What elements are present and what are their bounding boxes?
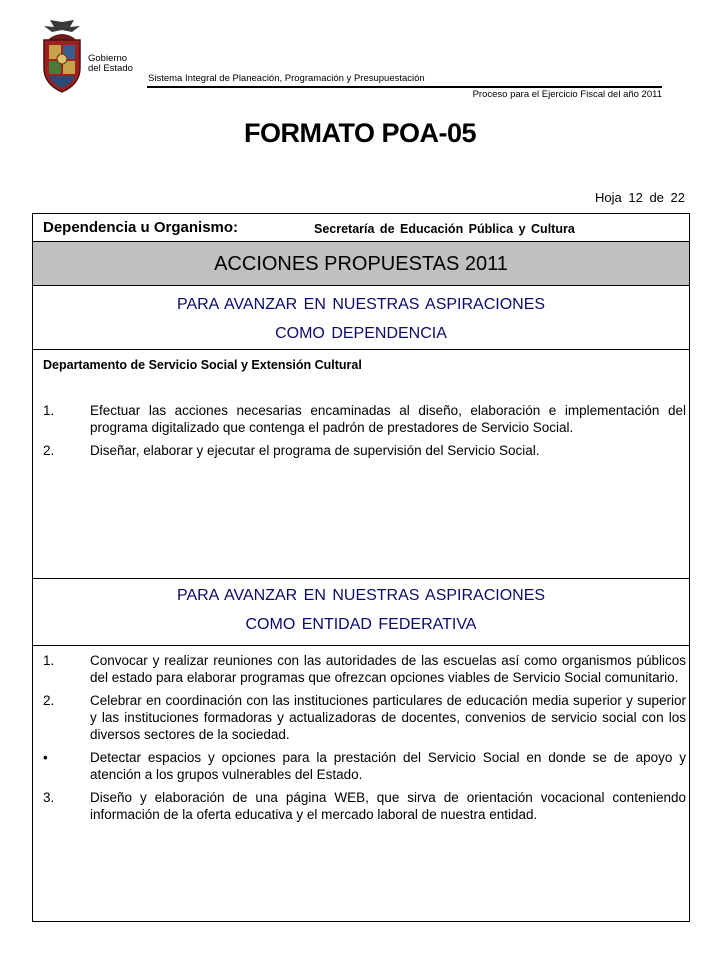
item-text: Celebrar en coordinación con las instituciones particulares de educación media superior y superior y las instituciones formadoras y actualizadoras de docentes, convenios de servicio social con los diversos sectores de la sociedad. bbox=[90, 693, 686, 742]
list-item bbox=[43, 749, 686, 783]
header-rule bbox=[147, 86, 662, 88]
item-number: 1. bbox=[43, 653, 55, 668]
del-estado-line: del Estado bbox=[88, 63, 133, 74]
dependencia-value: Secretaría de Educación Pública y Cultura bbox=[314, 222, 575, 236]
item-bullet: • bbox=[43, 750, 48, 765]
item-text: Convocar y realizar reuniones con las autoridades de las escuelas así como organismos públicos del estado para elaborar programas que ofrezcan opciones viables de Servicio Social comunitario. bbox=[90, 653, 686, 685]
item-number: 2. bbox=[43, 443, 55, 458]
item-text: Efectuar las acciones necesarias encaminadas al diseño, elaboración e implementación del programa digitalizado que contenga el padrón de prestadores de Servicio Social. bbox=[90, 403, 686, 435]
de-label: de bbox=[649, 190, 664, 205]
page-title: FORMATO POA-05 bbox=[243, 118, 477, 148]
system-name: Sistema Integral de Planeación, Programación y Presupuestación bbox=[148, 73, 425, 84]
item-number: 1. bbox=[43, 403, 55, 418]
list-item bbox=[43, 402, 686, 436]
hoja-total: 22 bbox=[670, 190, 685, 205]
government-label bbox=[88, 54, 133, 74]
section1-heading-line2: COMO DEPENDENCIA bbox=[275, 325, 447, 342]
list-item bbox=[43, 652, 686, 686]
item-text: Detectar espacios y opciones para la prestación del Servicio Social en donde se de apoyo y atención a los grupos vulnerables del Estado. bbox=[90, 750, 686, 782]
gobierno-line: Gobierno bbox=[88, 53, 128, 64]
section2-items bbox=[43, 652, 686, 829]
section-heading-entidad bbox=[33, 578, 689, 646]
item-text: Diseño y elaboración de una página WEB, que sirva de orientación vocacional conteniendo información de la oferta educativa y el mercado laboral de nuestra entidad. bbox=[90, 790, 686, 822]
page-number bbox=[595, 190, 685, 205]
acciones-title: ACCIONES PROPUESTAS 2011 bbox=[33, 242, 689, 286]
page-header bbox=[0, 0, 720, 110]
department-name: Departamento de Servicio Social y Extensión Cultural bbox=[43, 358, 362, 372]
section2-heading-line2: COMO ENTIDAD FEDERATIVA bbox=[245, 616, 477, 633]
list-item bbox=[43, 442, 686, 459]
section1-heading-line1: PARA AVANZAR EN NUESTRAS ASPIRACIONES bbox=[176, 296, 546, 313]
hoja-label: Hoja bbox=[594, 190, 622, 205]
hoja-number: 12 bbox=[628, 190, 643, 205]
item-text: Diseñar, elaborar y ejecutar el programa de supervisión del Servicio Social. bbox=[90, 443, 540, 458]
dependencia-label: Dependencia u Organismo: bbox=[43, 219, 239, 236]
list-item bbox=[43, 789, 686, 823]
section1-items bbox=[43, 402, 686, 465]
item-number: 3. bbox=[43, 790, 55, 805]
process-label: Proceso para el Ejercicio Fiscal del año 2011 bbox=[472, 89, 662, 100]
dependencia-row bbox=[33, 214, 689, 242]
section2-heading-line1: PARA AVANZAR EN NUESTRAS ASPIRACIONES bbox=[176, 587, 546, 604]
item-number: 2. bbox=[43, 693, 55, 708]
section-heading-dependencia bbox=[33, 286, 689, 350]
form-box bbox=[32, 213, 690, 922]
list-item bbox=[43, 692, 686, 743]
state-coat-of-arms-icon bbox=[36, 18, 88, 96]
